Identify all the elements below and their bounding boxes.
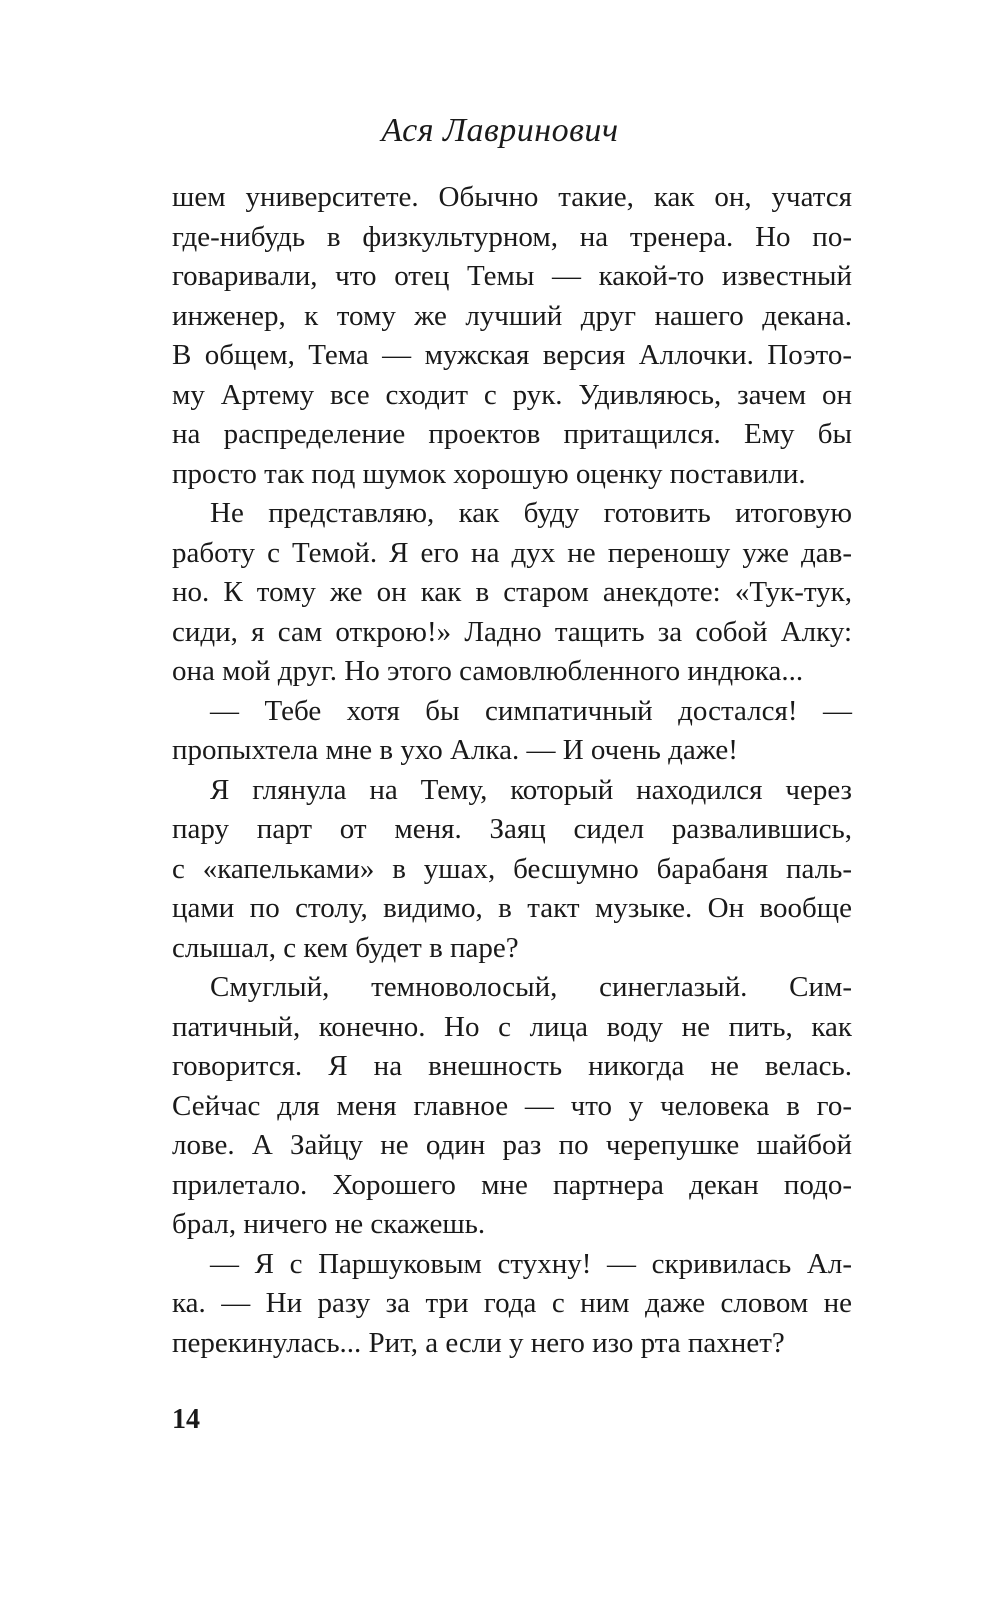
text-line: говорится. Я на внешность никогда не велась.	[172, 1050, 852, 1082]
text-line: пару парт от меня. Заяц сидел развалившись,	[172, 813, 852, 845]
text-line: Сейчас для меня главное — что у человека в го-	[172, 1089, 852, 1122]
text-line: говаривали, что отец Темы — какой-то известный	[172, 260, 852, 292]
text-line: патичный, конечно. Но с лица воду не пить, как	[172, 1010, 852, 1043]
body-text	[172, 178, 852, 1363]
text-line: инженер, к тому же лучший друг нашего декана.	[172, 299, 852, 332]
text-line: работу с Темой. Я его на дух не переношу уже дав-	[172, 536, 852, 569]
text-line: шем университете. Обычно такие, как он, учатся	[172, 181, 852, 213]
text-line: пропыхтела мне в ухо Алка. — И очень даже!	[172, 734, 738, 766]
text-line: где-нибудь в физкультурном, на тренера. Но по-	[172, 220, 852, 253]
text-line: Я глянула на Тему, который находился через	[210, 773, 852, 806]
text-line: слышал, с кем будет в паре?	[172, 931, 519, 964]
text-line: просто так под шумок хорошую оценку поставили.	[172, 457, 806, 490]
text-line: Смуглый, темноволосый, синеглазый. Сим-	[210, 971, 852, 1003]
text-line: цами по столу, видимо, в такт музыке. Он вообще	[172, 892, 852, 924]
text-line: брал, ничего не скажешь.	[172, 1208, 486, 1240]
text-line: — Я с Паршуковым стухну! — скривилась Ал-	[210, 1247, 852, 1280]
text-line: она мой друг. Но этого самовлюбленного индюка...	[172, 655, 804, 687]
text-line: В общем, Тема — мужская версия Аллочки. Поэто-	[172, 339, 852, 371]
text-line: му Артему все сходит с рук. Удивляюсь, зачем он	[172, 378, 852, 411]
text-line: сиди, я сам открою!» Ладно тащить за собой Алку:	[172, 615, 852, 648]
text-line: с «капельками» в ушах, бесшумно барабаня паль-	[172, 852, 852, 885]
text-line: лове. А Зайцу не один раз по черепушке шайбой	[172, 1129, 852, 1161]
page-number: 14	[172, 1404, 200, 1435]
text-line: Не представляю, как буду готовить итоговую	[210, 497, 852, 529]
text-line: ка. — Ни разу за три года с ним даже словом не	[172, 1287, 852, 1319]
text-line: на распределение проектов притащился. Ему бы	[172, 418, 852, 450]
text-line: перекинулась... Рит, а если у него изо рта пахнет?	[172, 1326, 785, 1359]
text-line: прилетало. Хорошего мне партнера декан подо-	[172, 1168, 852, 1201]
text-line: — Тебе хотя бы симпатичный достался! —	[210, 694, 852, 727]
text-line: но. К тому же он как в старом анекдоте: «Тук-тук,	[172, 576, 852, 608]
running-head-author: Ася Лавринович	[381, 112, 619, 149]
